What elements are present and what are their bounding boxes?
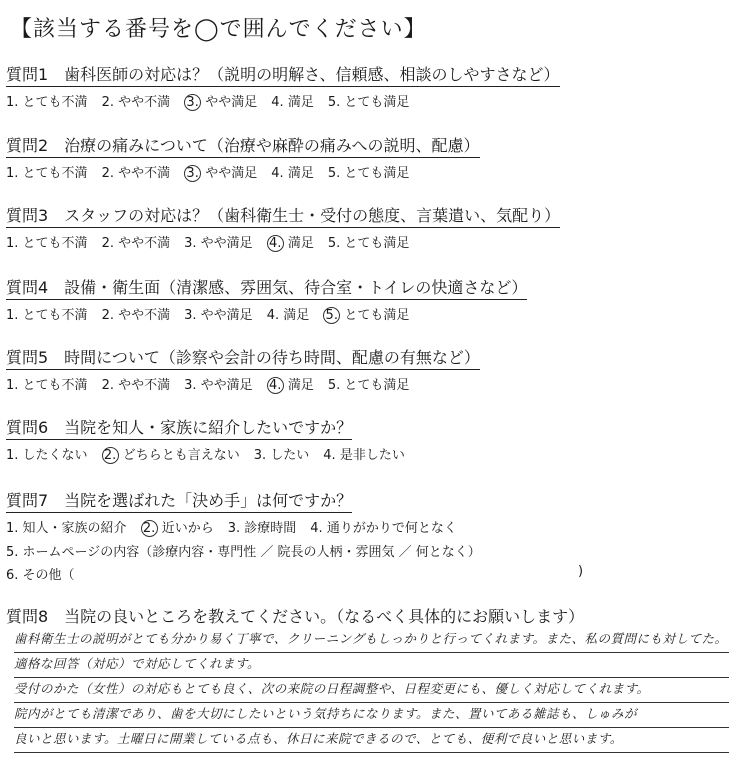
option-label: 診療時間 bbox=[244, 521, 297, 536]
question-7-option-5[interactable]: 5. ホームページの内容（診療内容・専門性 ／ 院長の人柄・雰囲気 ／ 何となく） bbox=[6, 545, 481, 560]
option-label: やや満足 bbox=[200, 236, 253, 251]
option-number: 5. bbox=[327, 378, 341, 393]
option-label: 是非したい bbox=[339, 448, 405, 463]
option-item[interactable] bbox=[323, 444, 405, 463]
option-number: 3. bbox=[227, 521, 241, 536]
option-label: 満足 bbox=[287, 166, 314, 181]
question-1 bbox=[6, 62, 560, 111]
option-item[interactable] bbox=[102, 162, 171, 181]
option-label: したい bbox=[270, 448, 310, 463]
option-label: とても不満 bbox=[22, 308, 88, 323]
option-label: とても不満 bbox=[22, 166, 88, 181]
question-4 bbox=[6, 275, 527, 324]
option-item[interactable] bbox=[6, 232, 88, 251]
question-4-options bbox=[6, 304, 527, 324]
option-number: 3. bbox=[184, 308, 197, 323]
question-8-title: 質問8 当院の良いところを教えてください。（なるべく具体的にお願いします） bbox=[6, 607, 585, 626]
option-number-circled: 2. bbox=[141, 520, 158, 537]
answer-line: 歯科衛生士の説明がとても分かり易く丁寧で、クリーニングもしっかりと行ってくれます。また、私の質問にも対してた。 bbox=[14, 628, 729, 653]
question-8-answer bbox=[14, 628, 729, 753]
question-1-title: 質問1 歯科医師の対応は？（説明の明解さ、信頼感、相談のしやすさなど） bbox=[6, 62, 560, 87]
option-item[interactable] bbox=[254, 444, 310, 463]
option-item[interactable] bbox=[310, 517, 457, 536]
option-label: やや満足 bbox=[200, 378, 253, 393]
option-label: やや不満 bbox=[118, 378, 171, 393]
option-label: 満足 bbox=[287, 378, 314, 393]
option-number: 4. bbox=[266, 308, 280, 323]
option-number-circled: 4. bbox=[267, 377, 284, 394]
option-label: 通りがかりで何となく bbox=[326, 521, 457, 536]
option-item[interactable] bbox=[184, 162, 257, 182]
option-item[interactable] bbox=[102, 91, 171, 110]
option-number: 2. bbox=[101, 378, 114, 393]
option-label: とても満足 bbox=[344, 95, 410, 110]
question-5-title: 質問5 時間について（診察や会計の待ち時間、配慮の有無など） bbox=[6, 345, 480, 370]
option-item[interactable] bbox=[102, 374, 171, 393]
option-label: とても不満 bbox=[22, 236, 88, 251]
option-item[interactable] bbox=[6, 444, 88, 463]
option-item[interactable] bbox=[271, 162, 314, 181]
option-item[interactable] bbox=[102, 232, 171, 251]
option-item[interactable] bbox=[328, 162, 410, 181]
option-label: とても満足 bbox=[344, 378, 410, 393]
question-6 bbox=[6, 415, 419, 464]
option-label: どちらとも言えない bbox=[122, 448, 240, 463]
option-label: 満足 bbox=[287, 95, 314, 110]
option-number: 4. bbox=[271, 166, 284, 181]
option-label: やや満足 bbox=[205, 95, 258, 110]
question-2 bbox=[6, 133, 480, 182]
option-number: 1. bbox=[6, 521, 19, 536]
question-1-options bbox=[6, 91, 560, 111]
question-6-options bbox=[6, 444, 419, 464]
answer-line: 受付のかた（女性）の対応もとても良く、次の来院の日程調整や、日程変更にも、優しく対応してくれます。 bbox=[14, 678, 729, 703]
option-label: とても満足 bbox=[344, 236, 410, 251]
page-title: 【該当する番号を◯で囲んでください】 bbox=[10, 17, 427, 42]
option-item[interactable] bbox=[184, 232, 253, 251]
option-item[interactable] bbox=[141, 517, 214, 537]
option-item[interactable] bbox=[6, 374, 88, 393]
question-7-option-6[interactable] bbox=[6, 564, 584, 583]
option-number: 5. bbox=[327, 95, 341, 110]
option-item[interactable] bbox=[184, 304, 253, 323]
option-label: とても満足 bbox=[344, 166, 410, 181]
option-item[interactable] bbox=[328, 232, 410, 251]
question-3-options bbox=[6, 232, 560, 252]
option-number: 3. bbox=[253, 448, 267, 463]
option-label: とても不満 bbox=[22, 95, 88, 110]
option-item[interactable] bbox=[323, 304, 409, 324]
option-label: 知人・家族の紹介 bbox=[22, 521, 127, 536]
option-number: 3. bbox=[184, 378, 197, 393]
option-label: やや不満 bbox=[118, 95, 171, 110]
option-number: 1. bbox=[6, 308, 19, 323]
option-item[interactable] bbox=[271, 91, 314, 110]
option-number: 4. bbox=[323, 448, 336, 463]
option-number: 2. bbox=[101, 236, 114, 251]
question-7-options bbox=[6, 517, 481, 537]
other-close-paren: ) bbox=[578, 564, 584, 579]
option-item[interactable] bbox=[328, 374, 410, 393]
question-8 bbox=[6, 604, 584, 628]
option-number: 4. bbox=[271, 95, 284, 110]
answer-line: 良いと思います。土曜日に開業している点も、休日に来院できるので、とても、便利で良いと思います。 bbox=[14, 728, 729, 753]
question-3-title: 質問3 スタッフの対応は？（歯科衛生士・受付の態度、言葉遣い、気配り） bbox=[6, 203, 560, 228]
option-number: 2. bbox=[101, 308, 114, 323]
option-number: 5. bbox=[327, 166, 341, 181]
option-item[interactable] bbox=[6, 517, 127, 536]
option-number: 4. bbox=[310, 521, 323, 536]
option-number-circled: 4. bbox=[267, 235, 284, 252]
option-item[interactable] bbox=[267, 304, 310, 323]
option-label: やや不満 bbox=[118, 308, 171, 323]
question-5 bbox=[6, 345, 480, 394]
option-number-circled: 5. bbox=[323, 307, 340, 324]
option-item[interactable] bbox=[228, 517, 297, 536]
option-item[interactable] bbox=[102, 304, 171, 323]
option-item[interactable] bbox=[6, 304, 88, 323]
option-item[interactable] bbox=[184, 91, 257, 111]
question-7 bbox=[6, 488, 584, 583]
option-number-circled: 3. bbox=[184, 165, 201, 182]
option-number: 1. bbox=[6, 448, 19, 463]
option-label: とても不満 bbox=[22, 378, 88, 393]
option-item[interactable] bbox=[328, 91, 410, 110]
question-2-title: 質問2 治療の痛みについて（治療や麻酔の痛みへの説明、配慮） bbox=[6, 133, 480, 158]
question-7-title: 質問7 当院を選ばれた「決め手」は何ですか？ bbox=[6, 488, 352, 513]
option-number: 3. bbox=[184, 236, 197, 251]
question-4-title: 質問4 設備・衛生面（清潔感、雰囲気、待合室・トイレの快適さなど） bbox=[6, 275, 527, 300]
option-label: 満足 bbox=[283, 308, 310, 323]
option-number: 1. bbox=[6, 166, 19, 181]
option-item[interactable] bbox=[102, 444, 240, 464]
option-number-circled: 3. bbox=[184, 94, 201, 111]
option-number: 1. bbox=[6, 236, 19, 251]
answer-line: 院内がとても清潔であり、歯を大切にしたいという気持ちになります。また、置いてある雑誌も、しゅみが bbox=[14, 703, 729, 728]
option-item[interactable] bbox=[267, 232, 314, 252]
question-6-title: 質問6 当院を知人・家族に紹介したいですか？ bbox=[6, 415, 352, 440]
option-number: 1. bbox=[6, 378, 19, 393]
question-5-options bbox=[6, 374, 480, 394]
option-number: 2. bbox=[101, 166, 114, 181]
option-number: 5. bbox=[327, 236, 341, 251]
option-label: やや満足 bbox=[200, 308, 253, 323]
option-label: 満足 bbox=[287, 236, 314, 251]
question-2-options bbox=[6, 162, 480, 182]
option-item[interactable] bbox=[6, 162, 88, 181]
option-item[interactable] bbox=[267, 374, 314, 394]
option-label: とても満足 bbox=[344, 308, 410, 323]
option-number-circled: 2. bbox=[102, 447, 119, 464]
option-item[interactable] bbox=[184, 374, 253, 393]
answer-line: 適格な回答（対応）で対応してくれます。 bbox=[14, 653, 729, 678]
option-number: 2. bbox=[101, 95, 114, 110]
question-3 bbox=[6, 203, 560, 252]
other-label: 6. その他（ bbox=[6, 568, 75, 583]
option-label: 近いから bbox=[161, 521, 214, 536]
option-item[interactable] bbox=[6, 91, 88, 110]
option-label: したくない bbox=[22, 448, 88, 463]
option-number: 1. bbox=[6, 95, 19, 110]
option-label: やや不満 bbox=[118, 236, 171, 251]
option-label: やや満足 bbox=[205, 166, 258, 181]
option-label: やや不満 bbox=[118, 166, 171, 181]
